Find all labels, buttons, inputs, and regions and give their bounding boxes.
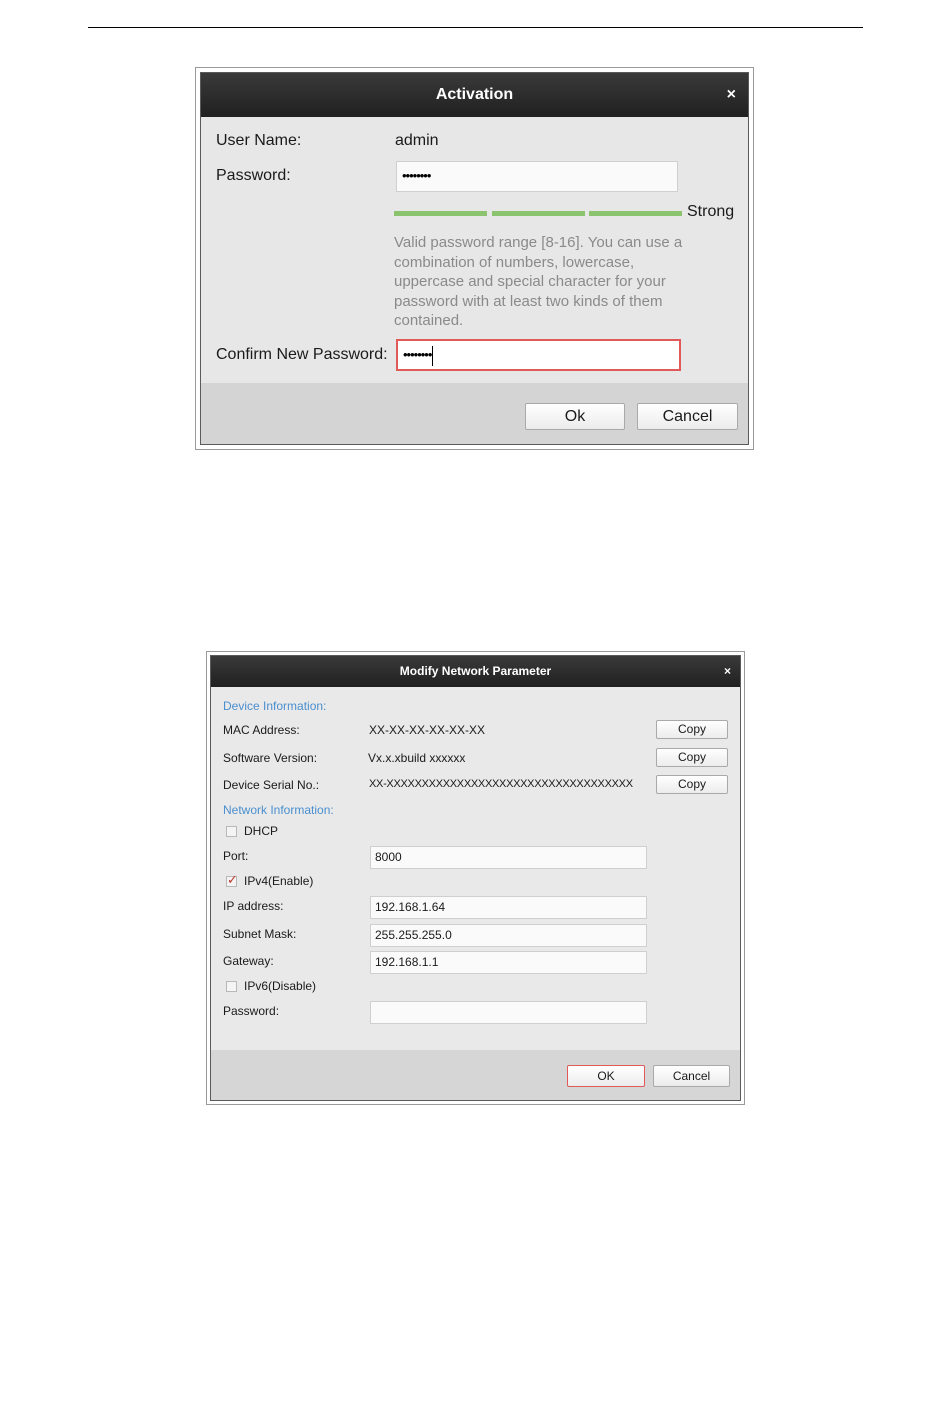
password-hint: Valid password range [8-16]. You can use a combination of numbers, lowercase, uppercase and special character for your password with at least two kinds of them contained. [394, 234, 683, 330]
ipv4-label: IPv4(Enable) [244, 874, 314, 888]
ipv4-checkbox[interactable] [226, 872, 238, 887]
subnet-mask-input[interactable]: 255.255.255.0 [370, 924, 647, 947]
close-icon[interactable]: × [723, 664, 731, 678]
dhcp-checkbox[interactable] [226, 826, 237, 837]
page-top-rule [88, 27, 863, 28]
ipv6-label: IPv6(Disable) [244, 979, 317, 993]
subnet-mask-label: Subnet Mask: [223, 927, 297, 941]
copy-software-button[interactable]: Copy [656, 748, 728, 767]
activation-title-bar [201, 73, 748, 117]
device-info-heading: Device Information: [223, 699, 327, 713]
mac-label: MAC Address: [223, 723, 300, 737]
strength-bar-segment-1 [394, 211, 487, 216]
strength-bar-segment-2 [492, 211, 585, 216]
confirm-password-value: •••••••• [403, 347, 432, 362]
strength-bar-segment-3 [589, 211, 682, 216]
confirm-password-input[interactable] [396, 339, 681, 371]
ip-address-label: IP address: [223, 899, 284, 913]
password-input-value: •••••••• [402, 168, 431, 183]
username-value: admin [395, 132, 439, 149]
network-dialog [210, 655, 741, 1101]
network-footer [211, 1050, 740, 1100]
close-icon[interactable]: × [726, 86, 736, 103]
network-title-bar [211, 656, 740, 687]
software-version-label: Software Version: [223, 751, 318, 765]
confirm-password-label: Confirm New Password: [216, 346, 388, 363]
mac-value: XX-XX-XX-XX-XX-XX [369, 723, 486, 737]
dhcp-label: DHCP [244, 824, 279, 838]
serial-value: XX-XXXXXXXXXXXXXXXXXXXXXXXXXXXXXXXXXXX [369, 778, 633, 790]
gateway-label: Gateway: [223, 954, 274, 968]
copy-serial-button[interactable]: Copy [656, 775, 728, 794]
activation-dialog-frame [195, 67, 754, 450]
ipv6-checkbox[interactable] [226, 981, 237, 992]
password-input[interactable] [396, 161, 678, 192]
network-info-heading: Network Information: [223, 803, 334, 817]
port-label: Port: [223, 849, 249, 863]
username-label: User Name: [216, 132, 302, 149]
check-icon: ✓ [227, 872, 238, 887]
password-label: Password: [216, 167, 291, 184]
gateway-input[interactable]: 192.168.1.1 [370, 951, 647, 974]
network-title: Modify Network Parameter [399, 664, 552, 678]
ok-button[interactable]: Ok [525, 403, 625, 430]
copy-mac-button[interactable]: Copy [656, 720, 728, 739]
network-ok-button[interactable]: OK [567, 1065, 645, 1087]
network-password-label: Password: [223, 1004, 280, 1018]
activation-footer [201, 383, 748, 444]
activation-title: Activation [435, 86, 514, 103]
network-dialog-frame [206, 651, 745, 1105]
activation-dialog [200, 72, 749, 445]
network-password-input[interactable] [370, 1001, 647, 1024]
ip-address-input[interactable]: 192.168.1.64 [370, 896, 647, 919]
serial-label: Device Serial No.: [223, 778, 320, 792]
software-version-value: Vx.x.xbuild xxxxxx [368, 751, 466, 765]
text-caret [432, 346, 433, 366]
network-cancel-button[interactable]: Cancel [653, 1065, 730, 1087]
cancel-button[interactable]: Cancel [637, 403, 738, 430]
port-input[interactable]: 8000 [370, 846, 647, 869]
strength-label: Strong [687, 203, 735, 220]
